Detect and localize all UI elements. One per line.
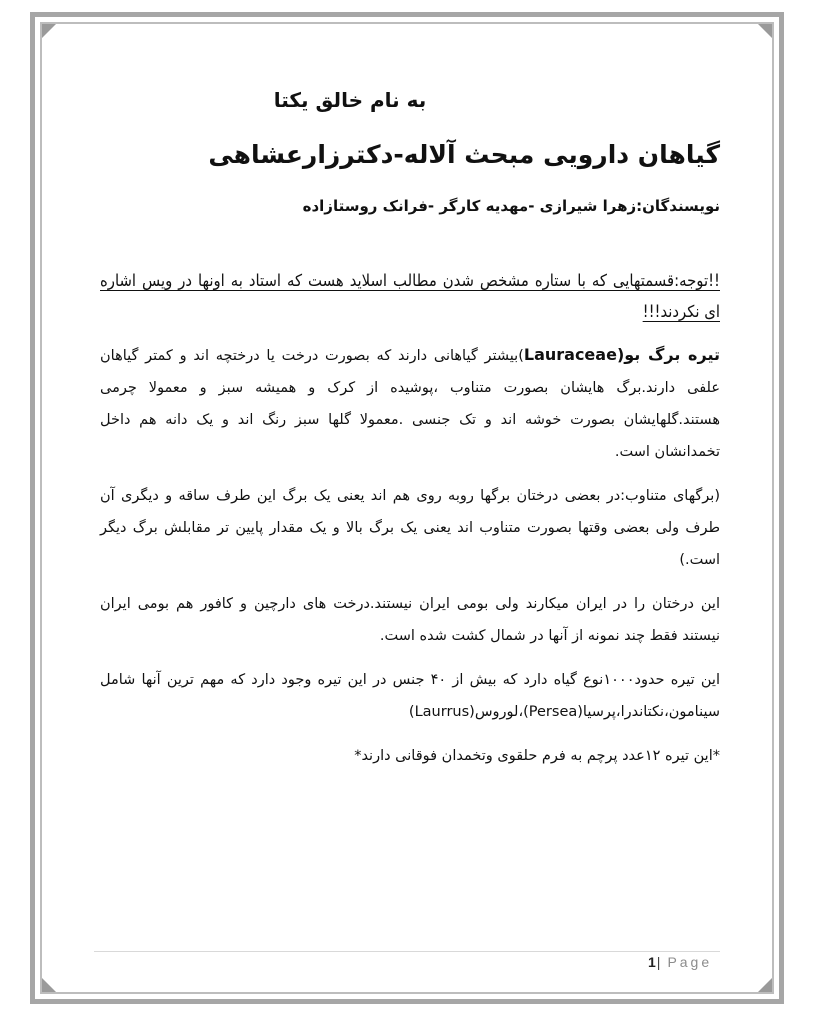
notice-paragraph (100, 265, 720, 327)
corner-ornament-top-right (758, 24, 772, 38)
paragraph-cultivation: این درختان را در ایران میکارند ولی بومی ایران نیستند.درخت های دارچین و کافور هم بومی ایران نیستند فقط چند نمونه از آنها در شمال کشت شده است. (100, 596, 720, 644)
document-title: گیاهان دارویی مبحث آلاله-دکترزارعشاهی (208, 140, 720, 169)
latin-family-name: Lauraceae (523, 345, 617, 364)
page-label: Page (667, 954, 713, 970)
page-separator: | (656, 954, 661, 970)
footer-divider (94, 951, 720, 952)
corner-ornament-bottom-right (758, 978, 772, 992)
paragraph-alternate-leaves: (برگهای متناوب:در بعضی درختان برگها روبه روی هم اند یعنی یک برگ این طرف ساقه و دیگری آن طرف ولی بعضی وقتها بصورت متناوب اند یعنی یک برگ بالا و یک مقدار پایین تر مقابلش برگ دیگر است.) (100, 488, 720, 568)
corner-ornament-bottom-left (42, 978, 56, 992)
page-number: 1 (648, 954, 656, 970)
paragraph-stamens-note: *این تیره ۱۲عدد پرچم به فرم حلقوی وتخمدان فوقانی دارند* (354, 748, 720, 764)
family-name-lead: تیره برگ بو( (616, 345, 720, 364)
page-footer (648, 954, 712, 970)
corner-ornament-top-left (42, 24, 56, 38)
paragraph-genera: این تیره حدود۱۰۰۰نوع گیاه دارد که بیش از ۴۰ جنس در این تیره وجود دارد که مهم ترین آنها شامل سینامون،نکتاندرا،پرسیا(Persea)،لوروس(Laurrus) (100, 672, 720, 720)
basmala-heading: به نام خالق یکتا (273, 88, 427, 112)
paragraph-lauraceae-intro (100, 339, 720, 468)
authors-line: نویسندگان:زهرا شیرازی -مهدیه کارگر -فرانک روستازاده (302, 197, 720, 215)
document-body (100, 80, 720, 772)
intro-text: )بیشتر گیاهانی دارند که بصورت درخت یا درختچه اند و کمتر گیاهان علفی دارند.برگ هایشان بصورت متناوب ،پوشیده از کرک و همیشه سبز و معمولا چرمی هستند.گلهایشان بصورت خوشه اند و تک جنسی .معمولا گلها سبز رنگ اند و یک دانه هم داخل تخمدانشان است. (100, 348, 720, 460)
notice-text: !!توجه:قسمتهایی که با ستاره مشخص شدن مطالب اسلاید هست که استاد به اونها در ویس اشاره ای نکردند!!! (100, 271, 720, 321)
